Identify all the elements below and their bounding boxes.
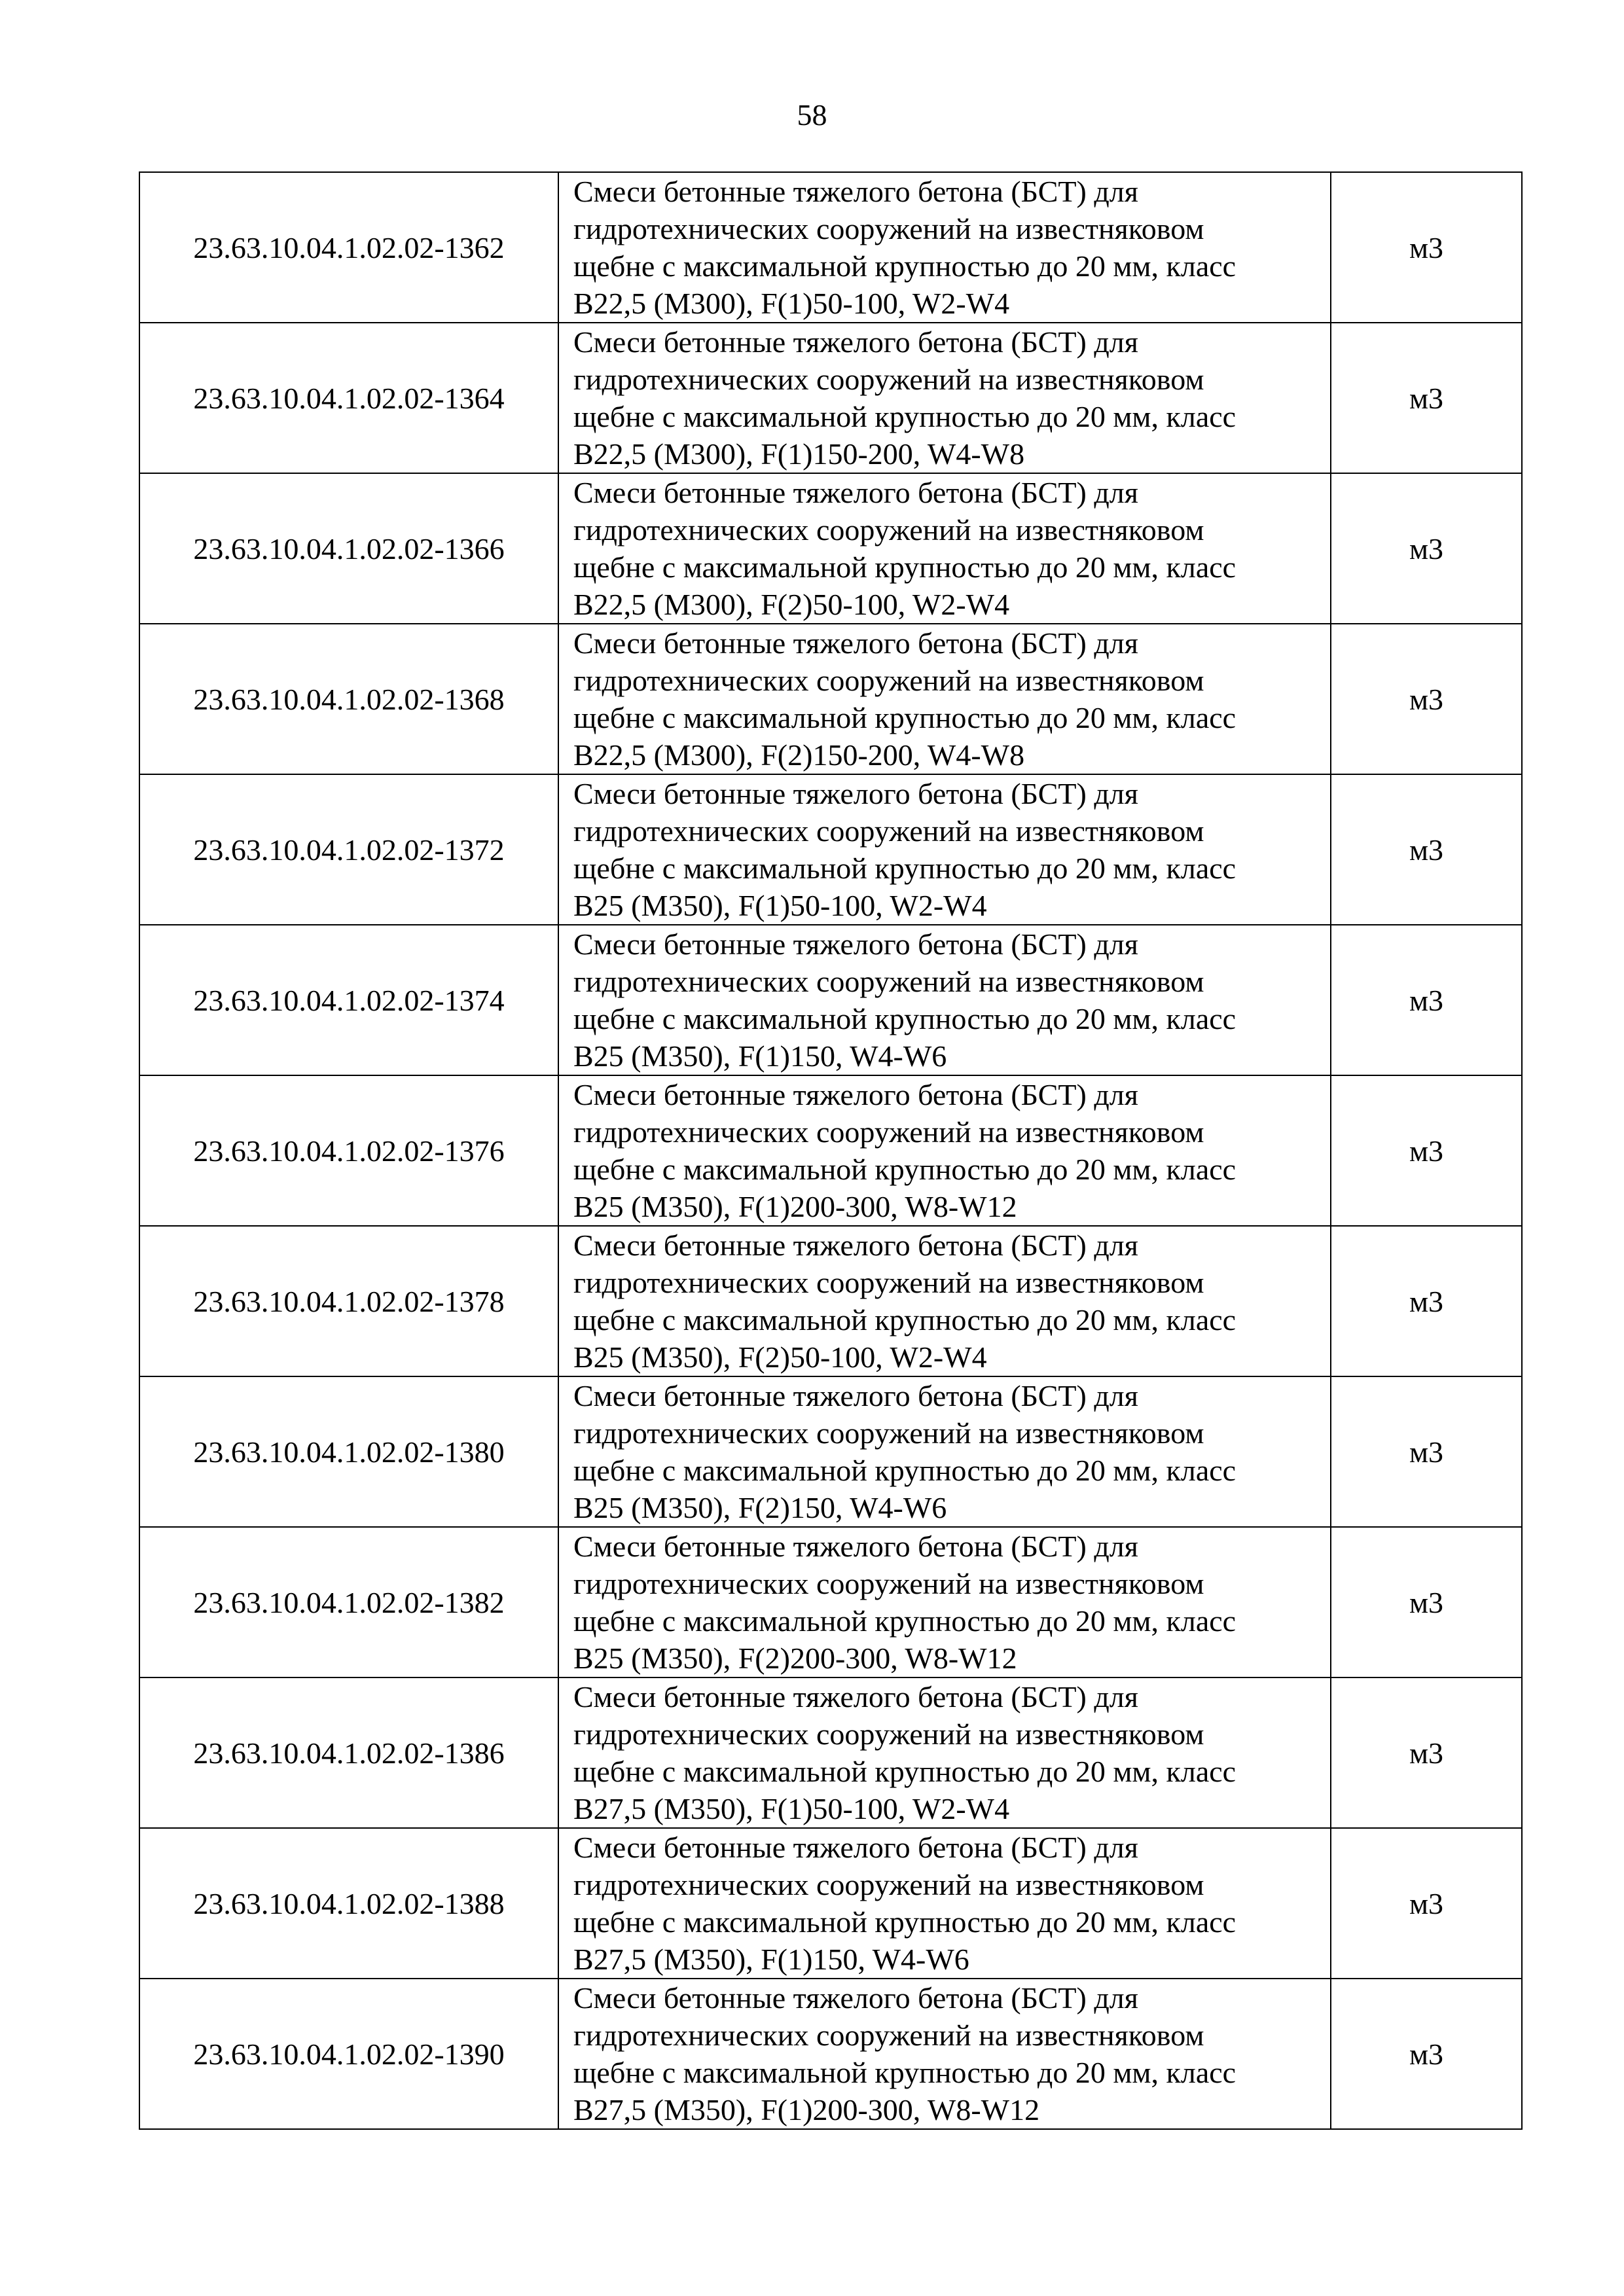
resource-code: 23.63.10.04.1.02.02-1366 xyxy=(139,473,558,624)
description-line: гидротехнических сооружений на известняковом xyxy=(573,1567,1204,1600)
description-line: В25 (М350), F(1)150, W4-W6 xyxy=(573,1039,947,1073)
resource-description xyxy=(558,1828,1331,1979)
resource-description xyxy=(558,774,1331,925)
description-line: В22,5 (М300), F(1)150-200, W4-W8 xyxy=(573,437,1025,471)
description-line: гидротехнических сооружений на известняковом xyxy=(573,965,1204,998)
description-line: В22,5 (М300), F(2)50-100, W2-W4 xyxy=(573,588,1010,621)
description-line: щебне с максимальной крупностью до 20 мм, класс xyxy=(573,550,1236,584)
table-row xyxy=(139,774,1522,925)
table-row xyxy=(139,1677,1522,1828)
resource-code: 23.63.10.04.1.02.02-1362 xyxy=(139,172,558,323)
page-number: 58 xyxy=(797,98,827,132)
table-row xyxy=(139,1527,1522,1677)
resource-description xyxy=(558,1527,1331,1677)
description-line: щебне с максимальной крупностью до 20 мм, класс xyxy=(573,1604,1236,1638)
table-row xyxy=(139,172,1522,323)
unit-of-measure: м3 xyxy=(1331,1527,1522,1677)
resource-code: 23.63.10.04.1.02.02-1376 xyxy=(139,1075,558,1226)
resource-code: 23.63.10.04.1.02.02-1386 xyxy=(139,1677,558,1828)
description-line: щебне с максимальной крупностью до 20 мм, класс xyxy=(573,1755,1236,1788)
description-line: Смеси бетонные тяжелого бетона (БСТ) для xyxy=(573,476,1138,509)
resource-code: 23.63.10.04.1.02.02-1372 xyxy=(139,774,558,925)
description-line: гидротехнических сооружений на известняковом xyxy=(573,814,1204,848)
resource-code: 23.63.10.04.1.02.02-1390 xyxy=(139,1979,558,2129)
resource-code: 23.63.10.04.1.02.02-1378 xyxy=(139,1226,558,1376)
resource-description xyxy=(558,473,1331,624)
description-line: Смеси бетонные тяжелого бетона (БСТ) для xyxy=(573,175,1138,208)
description-line: В27,5 (М350), F(1)200-300, W8-W12 xyxy=(573,2093,1040,2126)
description-line: гидротехнических сооружений на известняковом xyxy=(573,1717,1204,1751)
description-line: щебне с максимальной крупностью до 20 мм, класс xyxy=(573,1454,1236,1487)
resource-description xyxy=(558,925,1331,1075)
description-line: В27,5 (М350), F(1)50-100, W2-W4 xyxy=(573,1792,1010,1825)
description-line: Смеси бетонные тяжелого бетона (БСТ) для xyxy=(573,777,1138,810)
description-line: щебне с максимальной крупностью до 20 мм, класс xyxy=(573,1153,1236,1186)
resource-code: 23.63.10.04.1.02.02-1364 xyxy=(139,323,558,473)
resource-description xyxy=(558,1075,1331,1226)
table-row xyxy=(139,1075,1522,1226)
description-line: Смеси бетонные тяжелого бетона (БСТ) для xyxy=(573,1379,1138,1412)
resource-description xyxy=(558,1979,1331,2129)
unit-of-measure: м3 xyxy=(1331,774,1522,925)
description-line: щебне с максимальной крупностью до 20 мм, класс xyxy=(573,249,1236,283)
description-line: гидротехнических сооружений на известняковом xyxy=(573,1416,1204,1450)
resource-description xyxy=(558,1677,1331,1828)
unit-of-measure: м3 xyxy=(1331,624,1522,774)
unit-of-measure: м3 xyxy=(1331,473,1522,624)
resource-code: 23.63.10.04.1.02.02-1368 xyxy=(139,624,558,774)
description-line: В25 (М350), F(1)50-100, W2-W4 xyxy=(573,889,987,922)
description-line: Смеси бетонные тяжелого бетона (БСТ) для xyxy=(573,1530,1138,1563)
resource-code: 23.63.10.04.1.02.02-1388 xyxy=(139,1828,558,1979)
description-line: Смеси бетонные тяжелого бетона (БСТ) для xyxy=(573,1078,1138,1111)
unit-of-measure: м3 xyxy=(1331,1828,1522,1979)
table-row xyxy=(139,925,1522,1075)
description-line: В25 (М350), F(2)200-300, W8-W12 xyxy=(573,1641,1017,1675)
table-row xyxy=(139,323,1522,473)
table-row xyxy=(139,473,1522,624)
description-line: гидротехнических сооружений на известняковом xyxy=(573,2018,1204,2052)
resource-code: 23.63.10.04.1.02.02-1380 xyxy=(139,1376,558,1527)
resource-description xyxy=(558,1376,1331,1527)
description-line: В22,5 (М300), F(1)50-100, W2-W4 xyxy=(573,287,1010,320)
description-line: гидротехнических сооружений на известняковом xyxy=(573,513,1204,547)
table-row xyxy=(139,1376,1522,1527)
unit-of-measure: м3 xyxy=(1331,925,1522,1075)
table-row xyxy=(139,1828,1522,1979)
description-line: гидротехнических сооружений на известняковом xyxy=(573,363,1204,396)
resource-code: 23.63.10.04.1.02.02-1382 xyxy=(139,1527,558,1677)
description-line: Смеси бетонные тяжелого бетона (БСТ) для xyxy=(573,1831,1138,1864)
resource-description xyxy=(558,172,1331,323)
description-line: щебне с максимальной крупностью до 20 мм, класс xyxy=(573,400,1236,433)
description-line: В25 (М350), F(1)200-300, W8-W12 xyxy=(573,1190,1017,1223)
description-line: Смеси бетонные тяжелого бетона (БСТ) для xyxy=(573,1229,1138,1262)
description-line: щебне с максимальной крупностью до 20 мм, класс xyxy=(573,1002,1236,1035)
resource-description xyxy=(558,323,1331,473)
description-line: Смеси бетонные тяжелого бетона (БСТ) для xyxy=(573,325,1138,359)
unit-of-measure: м3 xyxy=(1331,1376,1522,1527)
table-row xyxy=(139,1226,1522,1376)
description-line: гидротехнических сооружений на известняковом xyxy=(573,1115,1204,1149)
description-line: щебне с максимальной крупностью до 20 мм, класс xyxy=(573,852,1236,885)
description-line: гидротехнических сооружений на известняковом xyxy=(573,1266,1204,1299)
description-line: В27,5 (М350), F(1)150, W4-W6 xyxy=(573,1943,969,1976)
unit-of-measure: м3 xyxy=(1331,1075,1522,1226)
description-line: гидротехнических сооружений на известняковом xyxy=(573,664,1204,697)
description-line: В25 (М350), F(2)50-100, W2-W4 xyxy=(573,1340,987,1374)
description-line: В25 (М350), F(2)150, W4-W6 xyxy=(573,1491,947,1524)
description-line: щебне с максимальной крупностью до 20 мм, класс xyxy=(573,2056,1236,2089)
unit-of-measure: м3 xyxy=(1331,172,1522,323)
description-line: Смеси бетонные тяжелого бетона (БСТ) для xyxy=(573,927,1138,961)
description-line: В22,5 (М300), F(2)150-200, W4-W8 xyxy=(573,738,1025,772)
unit-of-measure: м3 xyxy=(1331,323,1522,473)
resource-description xyxy=(558,624,1331,774)
resource-code: 23.63.10.04.1.02.02-1374 xyxy=(139,925,558,1075)
description-line: гидротехнических сооружений на известняковом xyxy=(573,212,1204,245)
description-line: Смеси бетонные тяжелого бетона (БСТ) для xyxy=(573,1680,1138,1713)
unit-of-measure: м3 xyxy=(1331,1226,1522,1376)
description-line: щебне с максимальной крупностью до 20 мм, класс xyxy=(573,1303,1236,1336)
description-line: Смеси бетонные тяжелого бетона (БСТ) для xyxy=(573,626,1138,660)
table-body xyxy=(139,172,1522,2129)
description-line: щебне с максимальной крупностью до 20 мм, класс xyxy=(573,701,1236,734)
description-line: щебне с максимальной крупностью до 20 мм, класс xyxy=(573,1905,1236,1939)
resource-description xyxy=(558,1226,1331,1376)
table-row xyxy=(139,1979,1522,2129)
description-line: Смеси бетонные тяжелого бетона (БСТ) для xyxy=(573,1981,1138,2015)
table-row xyxy=(139,624,1522,774)
description-line: гидротехнических сооружений на известняковом xyxy=(573,1868,1204,1901)
resource-table xyxy=(139,171,1523,2130)
unit-of-measure: м3 xyxy=(1331,1677,1522,1828)
unit-of-measure: м3 xyxy=(1331,1979,1522,2129)
